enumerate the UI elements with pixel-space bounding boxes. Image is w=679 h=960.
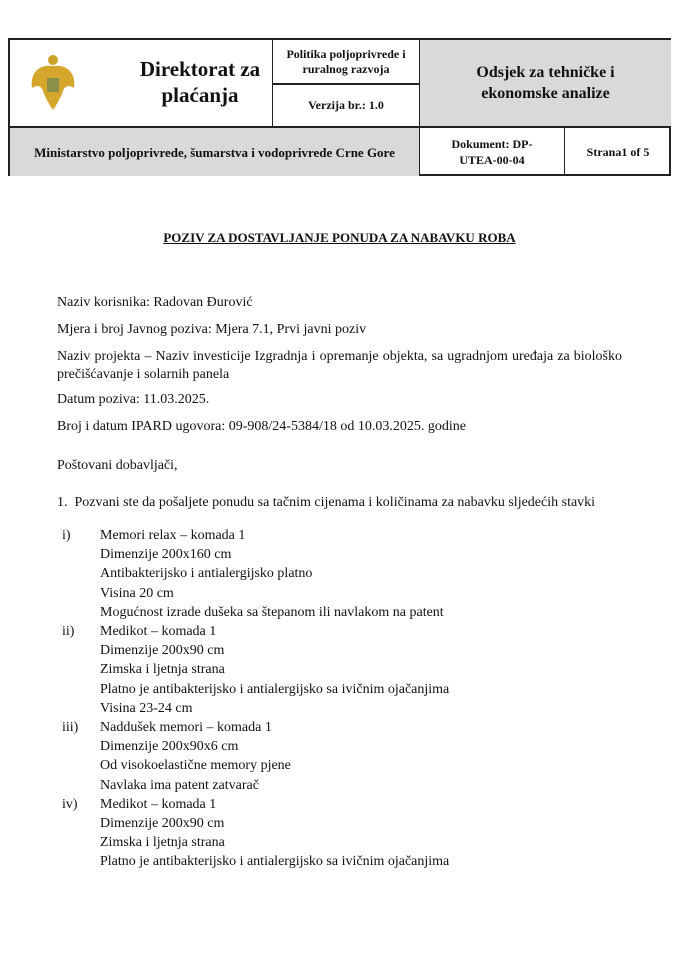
item-line: Navlaka ima patent zatvarač [100, 777, 259, 793]
field-beneficiary: Naziv korisnika: Radovan Đurović [57, 295, 253, 310]
version-label: Verzija br.: 1.0 [272, 85, 419, 126]
policy-label: Politika poljoprivrede i ruralnog razvoja [272, 40, 419, 85]
item-line: Dimenzije 200x90x6 cm [100, 739, 239, 755]
item-line: Platno je antibakterijsko i antialergijsko sa ivičnim ojačanjima [100, 854, 450, 870]
coat-of-arms-icon [28, 54, 78, 112]
document-header-table [8, 38, 671, 176]
item-line: Dimenzije 200x160 cm [100, 547, 232, 563]
field-measure: Mjera i broj Javnog poziva: Mjera 7.1, Prvi javni poziv [57, 322, 367, 337]
item-line: Platno je antibakterijsko i antialergijsko sa ivičnim ojačanjima [100, 681, 450, 697]
field-date: Datum poziva: 11.03.2025. [57, 392, 210, 407]
item-line: Visina 20 cm [100, 585, 174, 601]
item-line: Medikot – komada 1 [100, 624, 217, 639]
item-line: Dimenzije 200x90 cm [100, 643, 225, 659]
field-contract: Broj i datum IPARD ugovora: 09-908/24-5384/18 od 10.03.2025. godine [57, 419, 466, 434]
item-line: Medikot – komada 1 [100, 796, 217, 812]
item-label: iii) [62, 720, 79, 735]
item-line: Visina 23-24 cm [100, 700, 193, 716]
item-line: Dimenzije 200x90 cm [100, 816, 225, 831]
item-label: iv) [62, 796, 78, 812]
item-label: i) [62, 528, 71, 543]
page-number: Strana1 of 5 [564, 126, 671, 176]
department-label: Odsjek za tehničke i ekonomske analize [419, 40, 671, 126]
item-line: Antibakterijsko i antialergijsko platno [100, 566, 313, 582]
item-line: Zimska i ljetnja strana [100, 835, 225, 851]
item-label: ii) [62, 624, 75, 639]
item-line: Memori relax – komada 1 [100, 528, 246, 543]
document-code: Dokument: DP-UTEA-00-04 [419, 126, 564, 176]
document-title: POZIV ZA DOSTAVLJANJE PONUDA ZA NABAVKU ROBA [163, 230, 516, 245]
item-line: Od visokoelastične memory pjene [100, 758, 291, 774]
greeting: Poštovani dobavljači, [57, 458, 178, 473]
item-line: Naddušek memori – komada 1 [100, 720, 272, 735]
intro: 1. Pozvani ste da pošaljete ponudu sa tačnim cijenama i količinama za nabavku sljedećih stavki [57, 495, 596, 510]
field-project: Naziv projekta – Naziv investicije Izgradnja i opremanje objekta, sa ugradnjom uređaja za biološko prečišćavanje i solarnih panela [57, 349, 622, 382]
item-line: Zimska i ljetnja strana [100, 662, 225, 678]
item-line: Mogućnost izrade dušeka sa štepanom ili navlakom na patent [100, 604, 444, 620]
ministry-label: Ministarstvo poljoprivrede, šumarstva i vodoprivrede Crne Gore [10, 126, 419, 176]
org-title: Direktorat za plaćanja [139, 57, 261, 107]
